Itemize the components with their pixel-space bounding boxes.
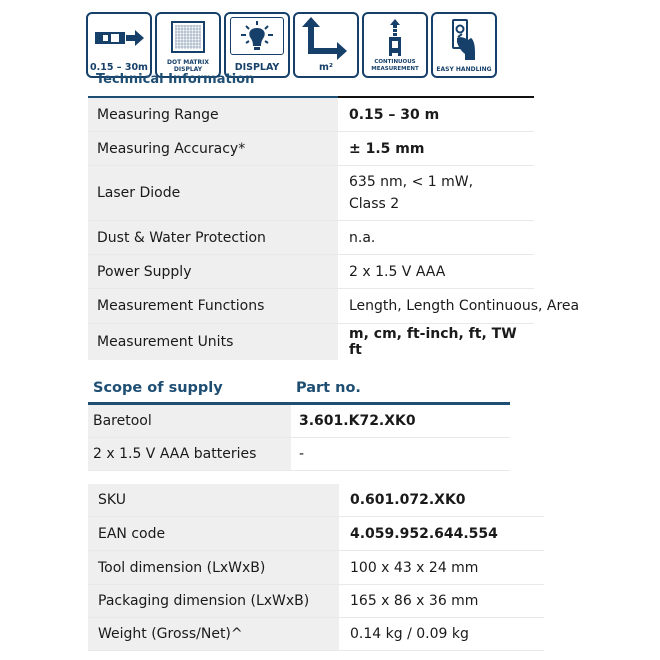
spec-value: 2 x 1.5 V AAA	[338, 255, 534, 288]
spec-value: 0.15 – 30 m	[338, 98, 534, 131]
area-axes-icon	[299, 16, 353, 60]
area-caption: m²	[318, 62, 334, 73]
logistics-row-ean	[88, 517, 544, 551]
logistics-value: 100 x 43 x 24 mm	[339, 551, 544, 584]
spec-row-measuring-range	[88, 98, 534, 132]
supply-part-number: 3.601.K72.XK0	[291, 405, 510, 437]
light-bulb-icon	[237, 20, 277, 52]
spec-value: Length, Length Continuous, Area	[338, 289, 534, 323]
continuous-measurement-tile	[362, 12, 428, 78]
logistics-value: 0.601.072.XK0	[339, 484, 544, 516]
spec-value: m, cm, ft-inch, ft, TW ft	[338, 324, 534, 360]
logistics-row-weight	[88, 618, 544, 651]
dot-matrix-caption: DOT MATRIX DISPLAY	[167, 59, 209, 73]
supply-part-number: -	[291, 438, 510, 470]
feature-icon-strip	[86, 12, 497, 80]
logistics-label: Weight (Gross/Net)^	[88, 618, 339, 650]
technical-information-heading: Technical Information	[96, 72, 255, 87]
supply-item-label: Baretool	[88, 405, 291, 437]
logistics-row-tool-dimension	[88, 551, 544, 585]
spec-value: n.a.	[338, 221, 534, 254]
dot-matrix-display-tile	[155, 12, 221, 78]
logistics-label: EAN code	[88, 517, 339, 550]
spec-value: ± 1.5 mm	[338, 132, 534, 165]
spec-label: Measurement Functions	[88, 289, 338, 323]
display-caption: DISPLAY	[234, 62, 280, 73]
supply-row-baretool	[88, 405, 510, 438]
spec-row-dust-water	[88, 221, 534, 255]
spec-label: Measurement Units	[88, 324, 338, 360]
continuous-measurement-caption: CONTINUOUS MEASUREMENT	[371, 59, 419, 72]
measuring-range-caption: 0.15 – 30m	[90, 62, 148, 73]
logistics-label: Tool dimension (LxWxB)	[88, 551, 339, 584]
logistics-value: 0.14 kg / 0.09 kg	[339, 618, 544, 650]
area-tile	[293, 12, 359, 78]
measuring-range-tile	[86, 12, 152, 78]
easy-handling-caption: EASY HANDLING	[436, 66, 492, 73]
supply-row-batteries	[88, 438, 510, 471]
scope-of-supply-header: Scope of supply	[93, 380, 223, 396]
spec-row-measuring-accuracy	[88, 132, 534, 166]
spec-label: Laser Diode	[88, 166, 338, 220]
spec-row-power-supply	[88, 255, 534, 289]
logistics-value: 4.059.952.644.554	[339, 517, 544, 550]
dot-matrix-grid-icon	[171, 21, 205, 53]
spec-row-measurement-functions	[88, 289, 580, 324]
logistics-value: 165 x 86 x 36 mm	[339, 585, 544, 617]
scope-of-supply-table	[88, 374, 510, 471]
technical-specs-table	[88, 96, 580, 360]
spec-value: 635 nm, < 1 mW, Class 2	[338, 166, 534, 220]
logistics-row-packaging-dimension	[88, 585, 544, 618]
supply-item-label: 2 x 1.5 V AAA batteries	[88, 438, 291, 470]
easy-handling-tile	[431, 12, 497, 78]
logistics-label: Packaging dimension (LxWxB)	[88, 585, 339, 617]
spec-label: Measuring Accuracy*	[88, 132, 338, 165]
supply-header	[88, 374, 510, 402]
continuous-measurement-icon	[380, 18, 410, 56]
spec-row-measurement-units	[88, 324, 534, 360]
spec-label: Dust & Water Protection	[88, 221, 338, 254]
logistics-table	[88, 484, 544, 651]
laser-measure-arrow-icon	[92, 27, 146, 49]
logistics-label: SKU	[88, 484, 339, 516]
spec-label: Measuring Range	[88, 98, 338, 131]
display-tile	[224, 12, 290, 78]
logistics-row-sku	[88, 484, 544, 517]
hand-holding-device-icon	[447, 18, 481, 62]
part-no-header: Part no.	[296, 380, 361, 396]
spec-label: Power Supply	[88, 255, 338, 288]
spec-row-laser-diode	[88, 166, 534, 221]
